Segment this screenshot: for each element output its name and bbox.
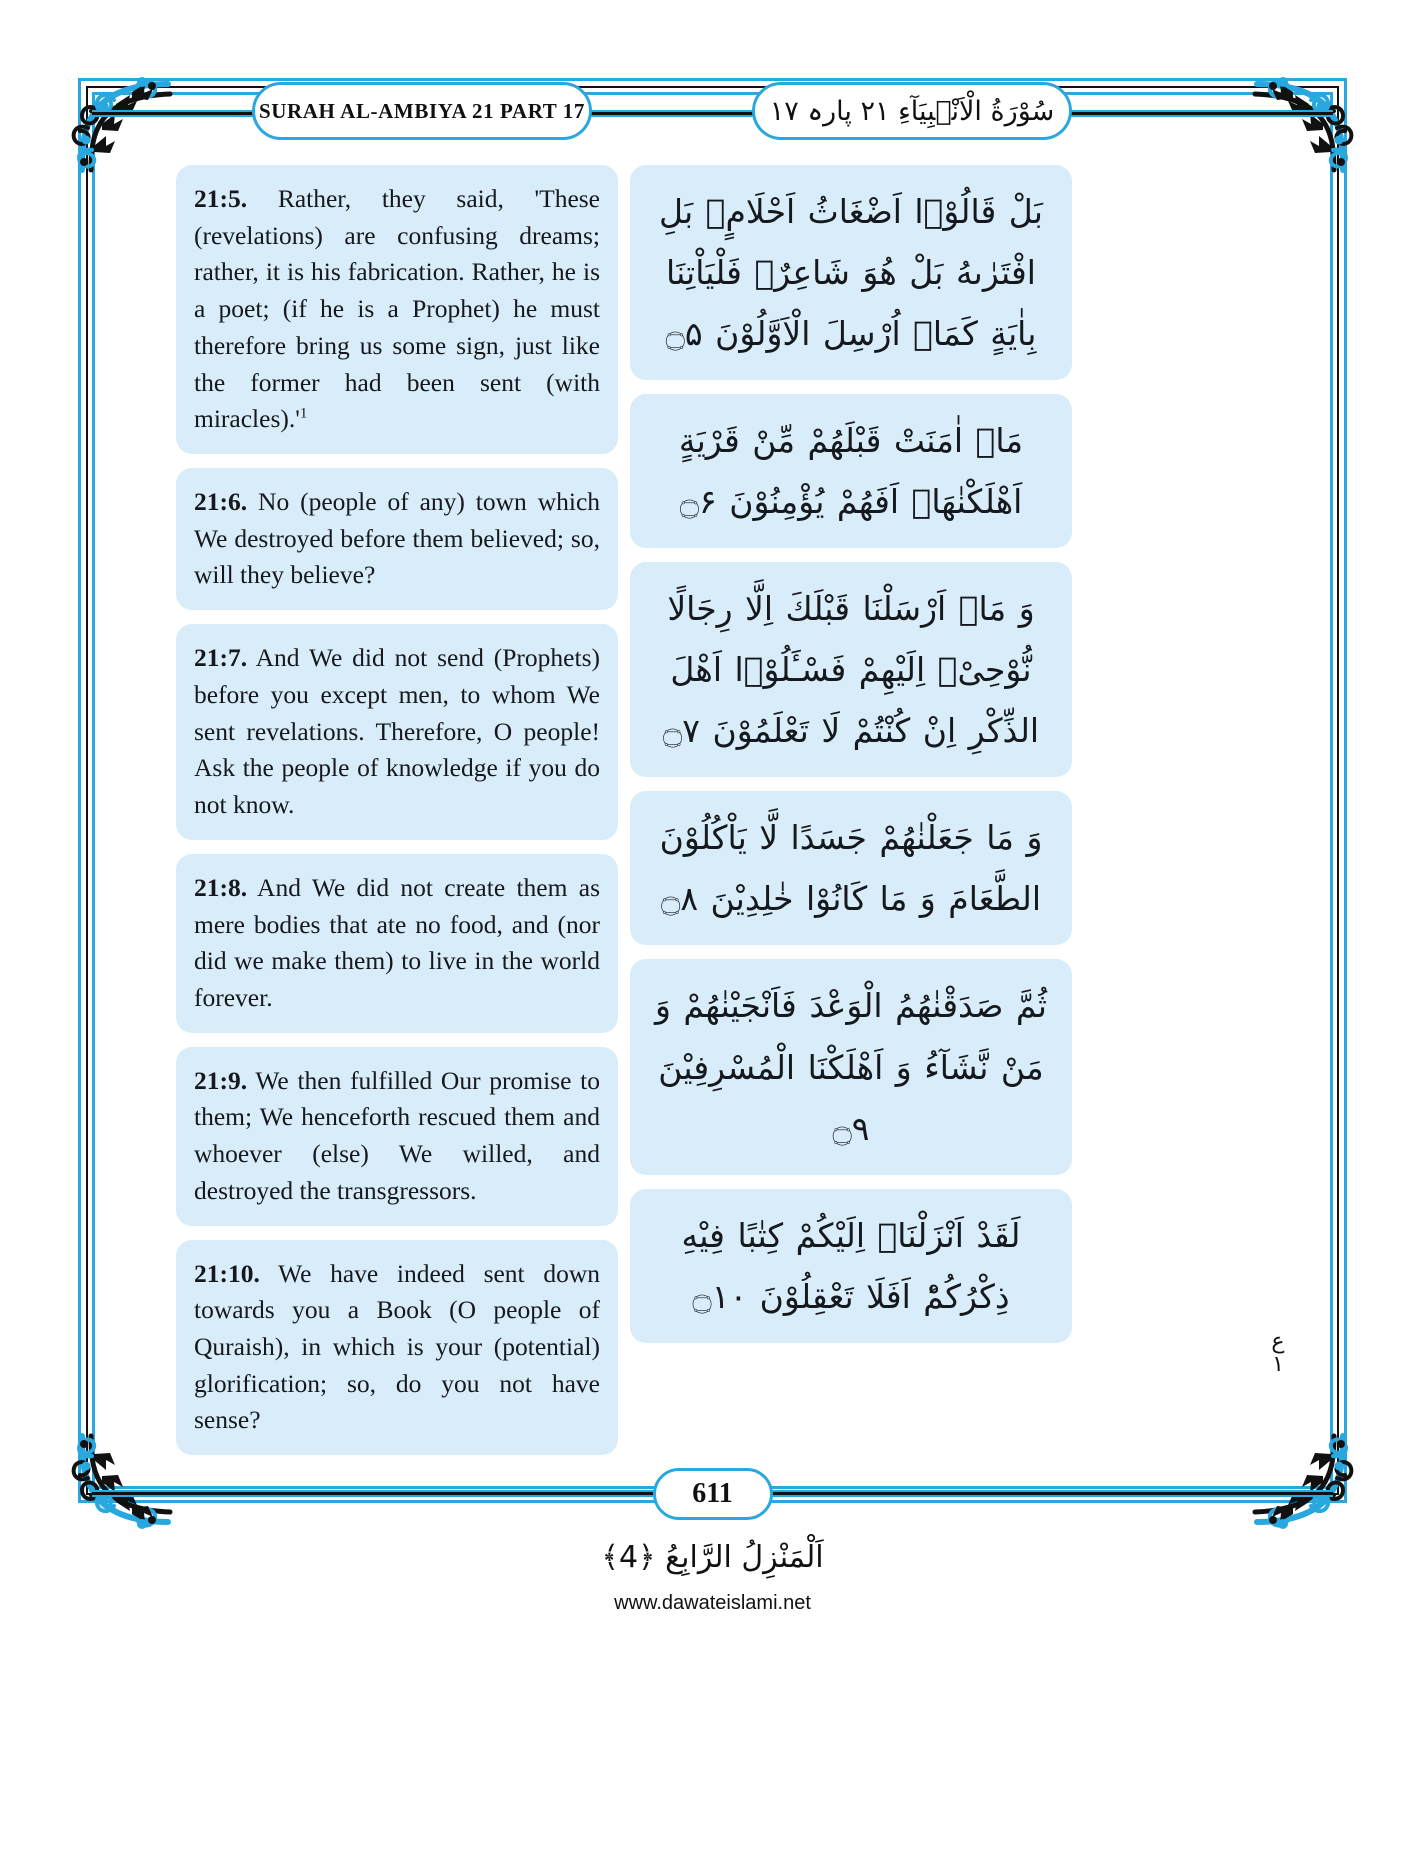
translation-box-21-9 [176,1047,618,1226]
footnote-marker-21-5: 1 [299,405,308,422]
arabic-box-21-9 [630,959,1072,1174]
manzil-label: اَلْمَنْزِلُ الرَّابِعُ ﴿4﴾ [601,1540,824,1575]
surah-title-en: SURAH AL-AMBIYA 21 PART 17 [258,98,586,123]
page-number: 611 [692,1478,733,1509]
verse-body-21-5: Rather, they said, 'These (revelations) are confusing dreams; rather, it is his fabrication. Rather, he is a poet; (if he is a Prophet) he must therefore bring us some sign, just like the former had been sent (with miracles).' [194,184,600,434]
verse-number-21-8: 21:8. [194,872,248,902]
verse-body-21-7: And We did not send (Prophets) before you except men, to whom We sent revelations. Therefore, O people! Ask the people of knowledge if you do not know. [194,643,600,820]
arabic-box-21-7 [630,562,1072,777]
translation-text-21-10 [194,1256,600,1440]
arabic-text-21-5: بَلْ قَالُوْۤا اَضْغَاثُ اَحْلَامٍۭ بَلِ افْتَرٰىهُ بَلْ هُوَ شَاعِرٌۚ فَلْیَاْتِنَا بِاٰیَةٍ كَمَاۤ اُرْسِلَ الْاَوَّلُوْنَ ۝۵ [659,192,1043,354]
verse-number-21-7: 21:7. [194,643,248,673]
verse-body-21-10: We have indeed sent down towards you a Book (O people of Quraish), in which is your (potential) glorification; so, do you not have sense? [194,1258,600,1435]
translation-text-21-8 [194,870,600,1017]
arabic-column [630,165,1072,1455]
surah-title-ar-pill [752,82,1072,140]
page-footer [92,1468,1333,1526]
translation-box-21-10 [176,1240,618,1456]
translation-box-21-6 [176,468,618,610]
arabic-text-21-9: ثُمَّ صَدَقْنٰهُمُ الْوَعْدَ فَاَنْجَیْنٰهُمْ وَ مَنْ نَّشَآءُ وَ اَهْلَكْنَا الْمُسْرِفِیْنَ ۝۹ [655,986,1047,1148]
surah-title-en-pill [252,82,592,140]
arabic-text-21-7: وَ مَاۤ اَرْسَلْنَا قَبْلَكَ اِلَّا رِجَالًا نُّوْحِیْۤ اِلَیْهِمْ فَسْـَٔلُوْۤا اَهْلَ الذِّكْرِ اِنْ كُنْتُمْ لَا تَعْلَمُوْنَ ۝۷ [662,589,1040,751]
verse-number-21-9: 21:9. [194,1065,248,1095]
arabic-text-21-8: وَ مَا جَعَلْنٰهُمْ جَسَدًا لَّا یَاْكُلُوْنَ الطَّعَامَ وَ مَا كَانُوْا خٰلِدِیْنَ ۝۸ [659,818,1043,919]
translation-box-21-8 [176,854,618,1033]
translation-text-21-6 [194,484,600,594]
surah-title-ar: سُوْرَةُ الْاَنْۢبِیَآءِ ۲۱ پارہ ۱۷ [769,95,1055,127]
verse-body-21-6: No (people of any) town which We destroyed before them believed; so, will they believe? [194,487,601,590]
ruku-marker-letter: ع [1271,1329,1285,1354]
translation-box-21-5 [176,165,618,454]
website-url: www.dawateislami.net [614,1592,811,1614]
translation-text-21-5 [194,181,600,438]
translation-column [176,165,618,1455]
ruku-marker [1258,1330,1298,1376]
arabic-box-21-5 [630,165,1072,380]
verse-number-21-6: 21:6. [194,487,248,517]
verse-grid [176,165,1248,1455]
page-number-pill [653,1468,773,1520]
ruku-marker-number: ۱ [1272,1352,1284,1378]
translation-text-21-7 [194,640,600,824]
arabic-box-21-6 [630,394,1072,548]
arabic-box-21-8 [630,791,1072,945]
arabic-text-21-6: مَاۤ اٰمَنَتْ قَبْلَهُمْ مِّنْ قَرْیَةٍ اَهْلَكْنٰهَاۚ اَفَهُمْ یُؤْمِنُوْنَ ۝۶ [678,421,1024,522]
arabic-text-21-10: لَقَدْ اَنْزَلْنَاۤ اِلَیْكُمْ كِتٰبًا فِیْهِ ذِكْرُكُمْؕ اَفَلَا تَعْقِلُوْنَ ۝۱۰ [681,1215,1021,1316]
verse-number-21-10: 21:10. [194,1258,260,1288]
verse-number-21-5: 21:5. [194,184,248,213]
translation-box-21-7 [176,624,618,840]
translation-text-21-9 [194,1063,600,1210]
verse-body-21-8: And We did not create them as mere bodies that ate no food, and (nor did we make them) to live in the world forever. [194,872,601,1012]
verse-body-21-9: We then fulfilled Our promise to them; We henceforth rescued them and whoever (else) We willed, and destroyed the transgressors. [194,1065,600,1205]
page-header [92,82,1333,144]
arabic-box-21-10 [630,1189,1072,1343]
